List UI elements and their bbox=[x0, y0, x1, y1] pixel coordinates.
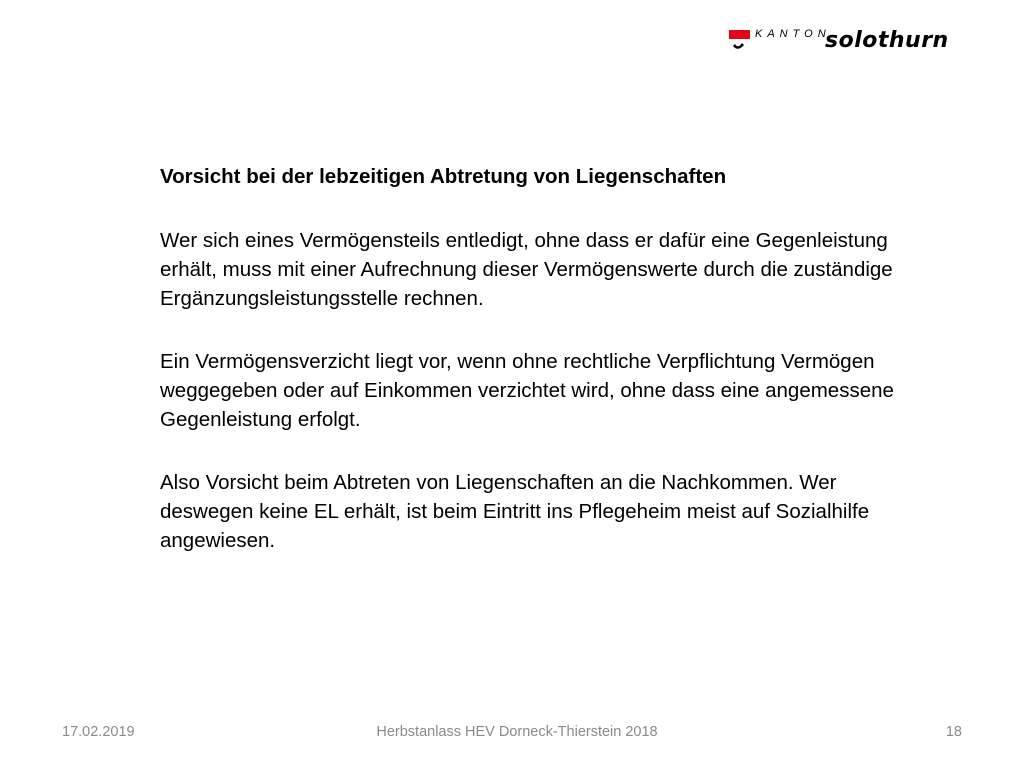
paragraph-1: Wer sich eines Vermögensteils entledigt, ohne dass er dafür eine Gegenleistung erhält, muss mit einer Aufrechnung dieser Vermögenswerte durch die zuständige Ergänzungsleistungsstelle rechnen. bbox=[160, 229, 893, 310]
slide-content bbox=[160, 162, 920, 555]
footer-event-title: Herbstanlass HEV Dorneck-Thierstein 2018 bbox=[376, 724, 658, 740]
footer-date: 17.02.2019 bbox=[62, 724, 135, 740]
canton-shield-icon bbox=[728, 28, 752, 54]
footer-page-number: 18 bbox=[945, 724, 962, 740]
kanton-solothurn-logo bbox=[728, 22, 978, 62]
slide-title: Vorsicht bei der lebzeitigen Abtretung von Liegenschaften bbox=[160, 165, 727, 188]
logo-solothurn-text: solothurn bbox=[825, 28, 949, 53]
logo-kanton-text: KANTON bbox=[755, 28, 831, 40]
paragraph-2: Ein Vermögensverzicht liegt vor, wenn ohne rechtliche Verpflichtung Vermögen weggegeben oder auf Einkommen verzichtet wird, ohne dass eine angemessene Gegenleistung erfolgt. bbox=[160, 350, 894, 431]
paragraph-3: Also Vorsicht beim Abtreten von Liegenschaften an die Nachkommen. Wer deswegen keine EL erhält, ist beim Eintritt ins Pflegeheim meist auf Sozialhilfe angewiesen. bbox=[160, 471, 870, 552]
